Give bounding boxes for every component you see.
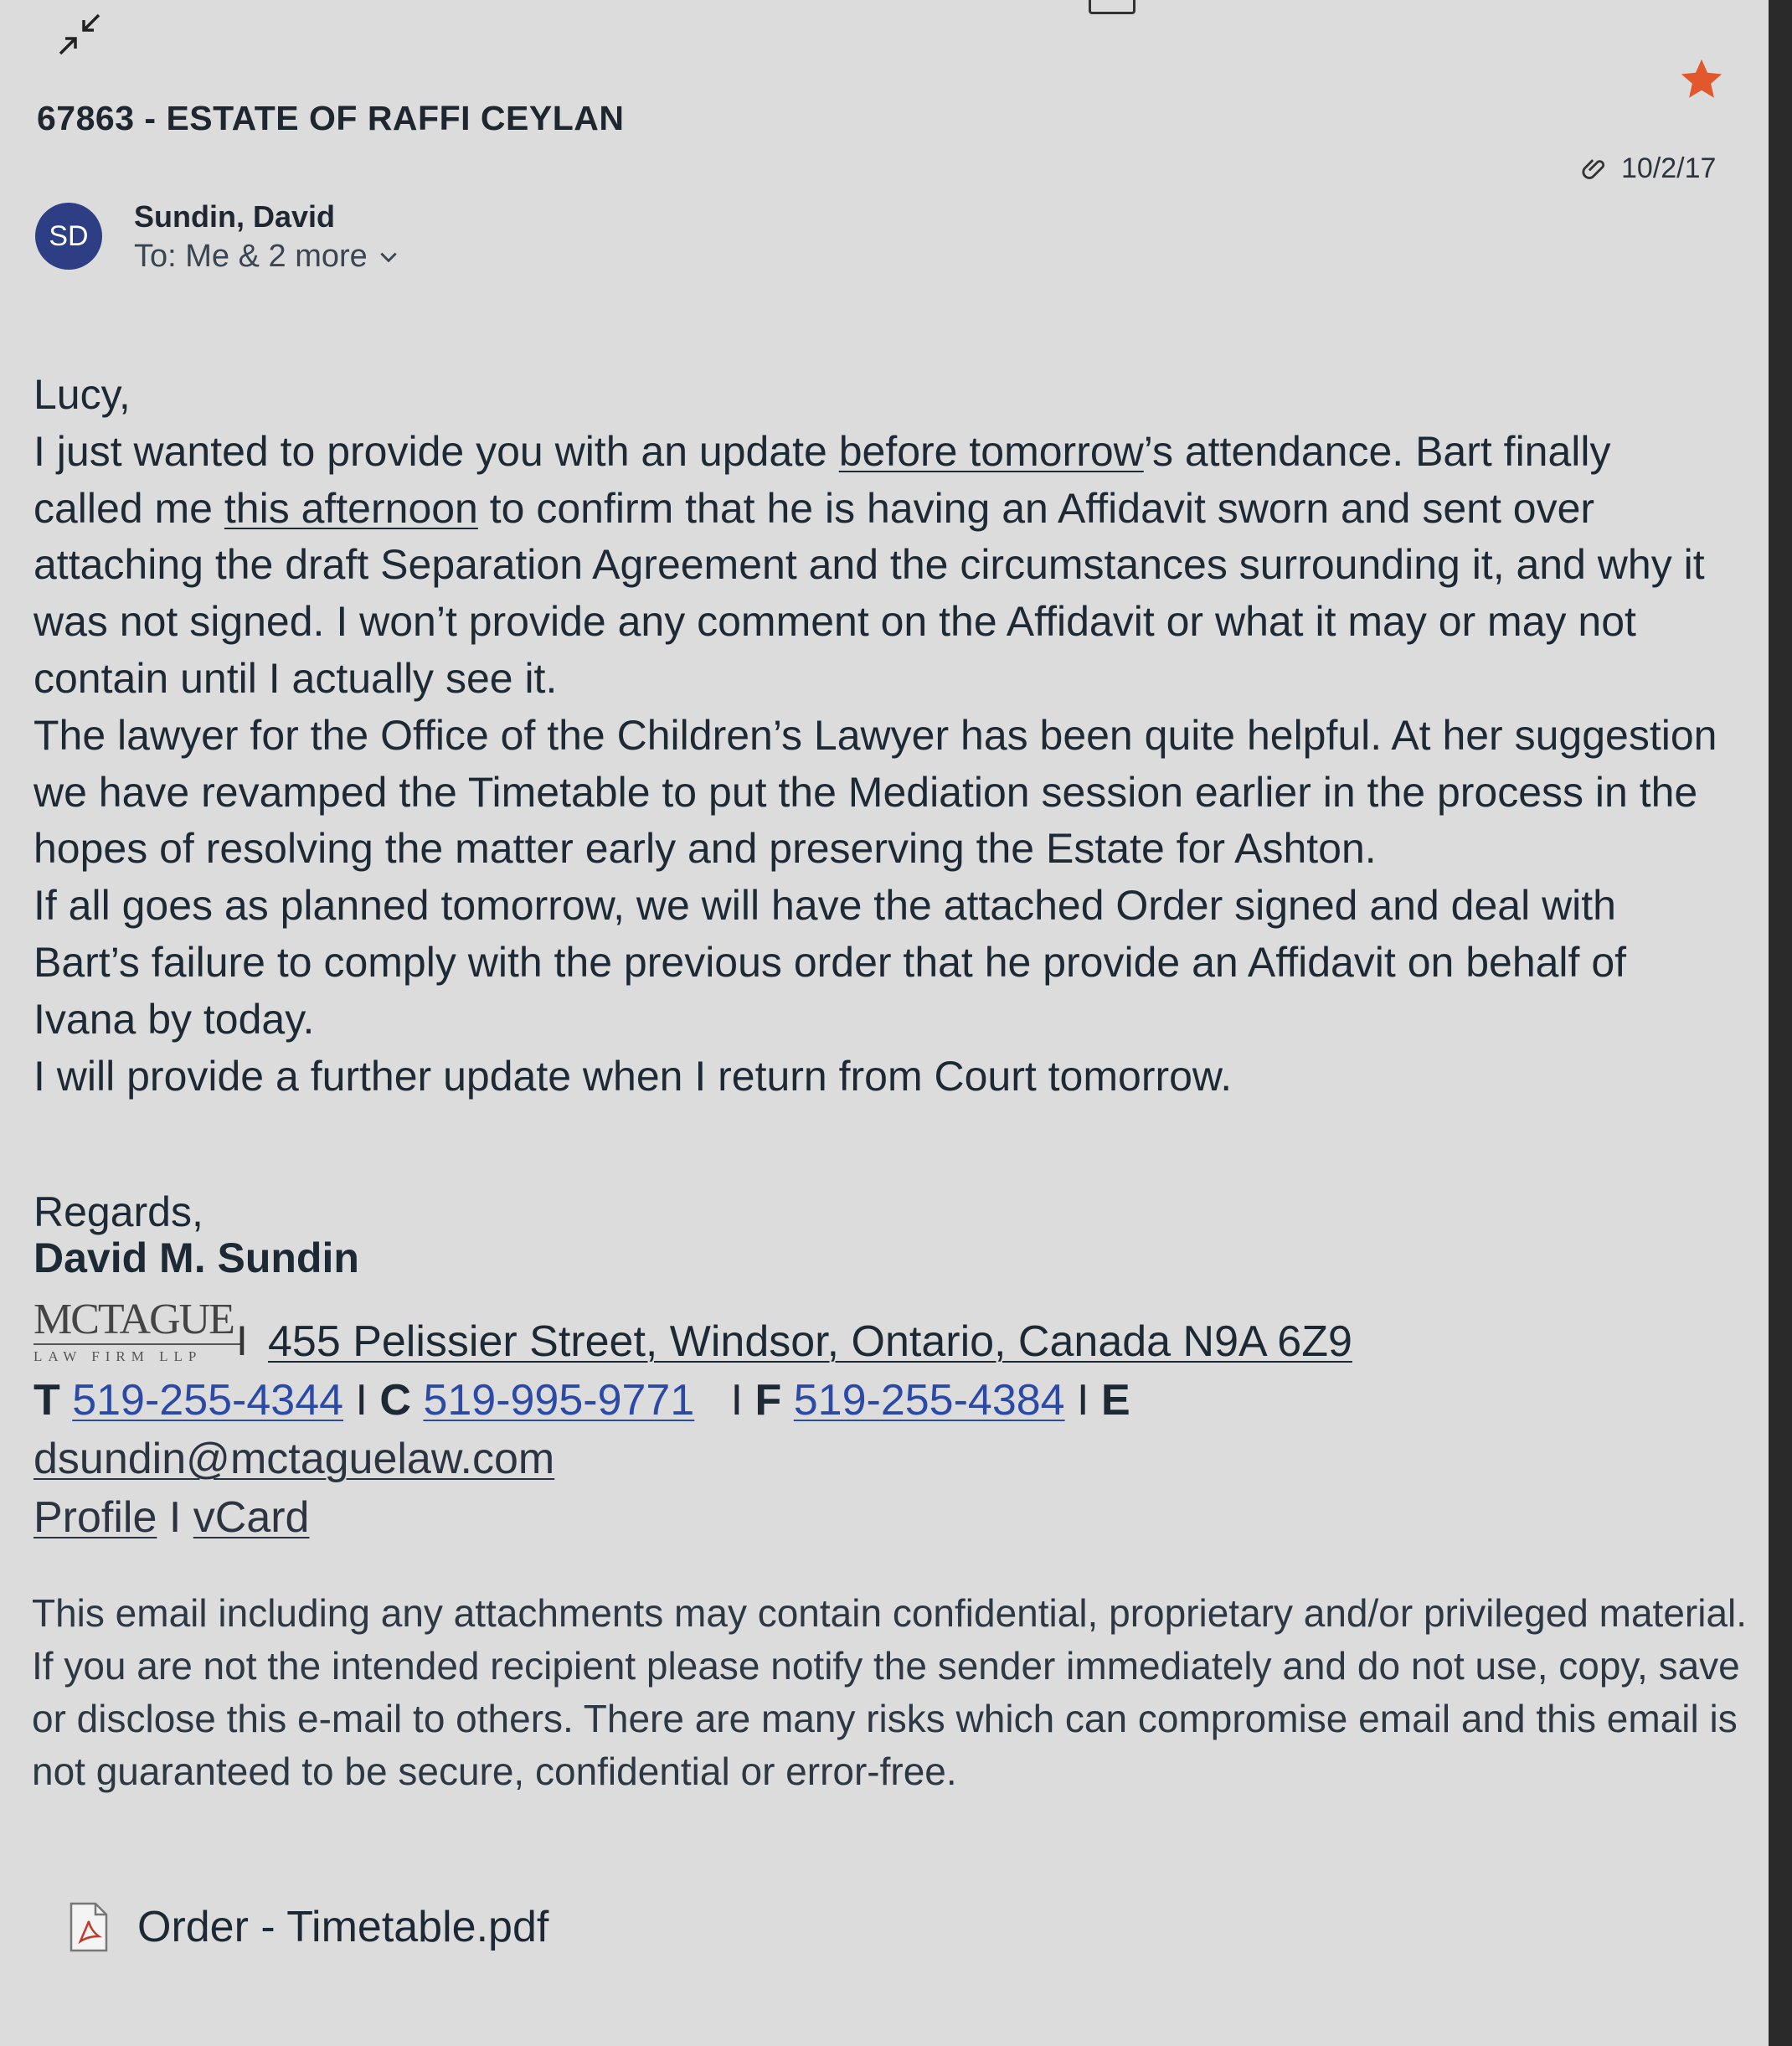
logo-sub-text: LAW FIRM LLP	[33, 1348, 203, 1364]
cell-link[interactable]: 519-995-9771	[423, 1376, 695, 1425]
pdf-file-icon	[69, 1901, 109, 1953]
separator: I	[355, 1376, 368, 1425]
sender-name[interactable]: Sundin, David	[134, 199, 336, 234]
screen-edge	[1769, 0, 1792, 2046]
attachment-item[interactable]	[69, 1901, 548, 1953]
recipients-label: To: Me & 2 more	[134, 239, 368, 274]
profile-links	[33, 1492, 309, 1543]
logo-main-text: MCTAGUE	[33, 1298, 243, 1345]
separator: I	[730, 1376, 744, 1425]
email-body	[33, 367, 1725, 1105]
separator: I	[236, 1317, 248, 1364]
email-subject: 67863 - ESTATE OF RAFFI CEYLAN	[37, 99, 625, 137]
body-paragraph-1: I just wanted to provide you with an update before tomorrow’s attendance. Bart finally called me this afternoon to confirm that he is having an Affidavit sworn and sent over attaching the draft Separation Agreement and the circumstances surrounding it, and why it was not signed. I won’t provide any comment on the Affidavit or what it may or may not contain until I actually see it.	[33, 427, 1705, 702]
top-toolbar-tab[interactable]	[1089, 0, 1135, 14]
body-paragraph-4: I will provide a further update when I return from Court tomorrow.	[33, 1052, 1233, 1100]
body-paragraph-3: If all goes as planned tomorrow, we will have the attached Order signed and deal with Bart’s failure to comply with the previous order that he provide an Affidavit on behalf of Ivana by today.	[33, 882, 1627, 1043]
greeting: Lucy,	[33, 371, 131, 418]
vcard-link[interactable]: vCard	[193, 1493, 310, 1542]
firm-logo	[33, 1298, 243, 1365]
chevron-down-icon	[378, 246, 399, 268]
email-date: 10/2/17	[1621, 152, 1717, 184]
email-label: E	[1100, 1376, 1130, 1425]
recipients-toggle[interactable]	[134, 239, 399, 275]
date-link-before-tomorrow[interactable]: before tomorrow	[838, 427, 1144, 475]
cell-label: C	[379, 1376, 411, 1425]
profile-link[interactable]: Profile	[33, 1493, 157, 1542]
avatar[interactable]: SD	[35, 203, 102, 270]
fax-label: F	[754, 1376, 782, 1425]
fax-link[interactable]: 519-255-4384	[793, 1376, 1065, 1425]
attachment-filename: Order - Timetable.pdf	[137, 1903, 549, 1951]
email-link[interactable]: dsundin@mctaguelaw.com	[33, 1435, 555, 1483]
confidentiality-disclaimer: This email including any attachments may contain confidential, proprietary and/or privileged material. If you are not the intended recipient please notify the sender immediately and do not use, copy, save or disclose this e-mail to others. There are many risks which can compromise email and this email is not guaranteed to be secure, confidential or error-free.	[32, 1591, 1748, 1793]
body-paragraph-2: The lawyer for the Office of the Children’s Lawyer has been quite helpful. At her suggestion we have revamped the Timetable to put the Mediation session earlier in the process in the hopes of resolving the matter early and preserving the Estate for Ashton.	[33, 711, 1717, 873]
phone-link[interactable]: 519-255-4344	[72, 1376, 344, 1425]
date-link-this-afternoon[interactable]: this afternoon	[224, 484, 478, 532]
signature-name: David M. Sundin	[33, 1234, 359, 1281]
separator: I	[168, 1493, 182, 1542]
regards: Regards,	[33, 1188, 203, 1235]
collapse-icon[interactable]	[57, 12, 102, 57]
contact-row	[33, 1375, 1130, 1425]
separator: I	[1077, 1376, 1089, 1425]
phone-label: T	[33, 1376, 60, 1425]
star-icon[interactable]	[1677, 55, 1726, 104]
date-row	[1581, 152, 1716, 185]
address-link[interactable]: 455 Pelissier Street, Windsor, Ontario, Canada N9A 6Z9	[268, 1317, 1352, 1366]
paperclip-icon	[1581, 155, 1609, 183]
